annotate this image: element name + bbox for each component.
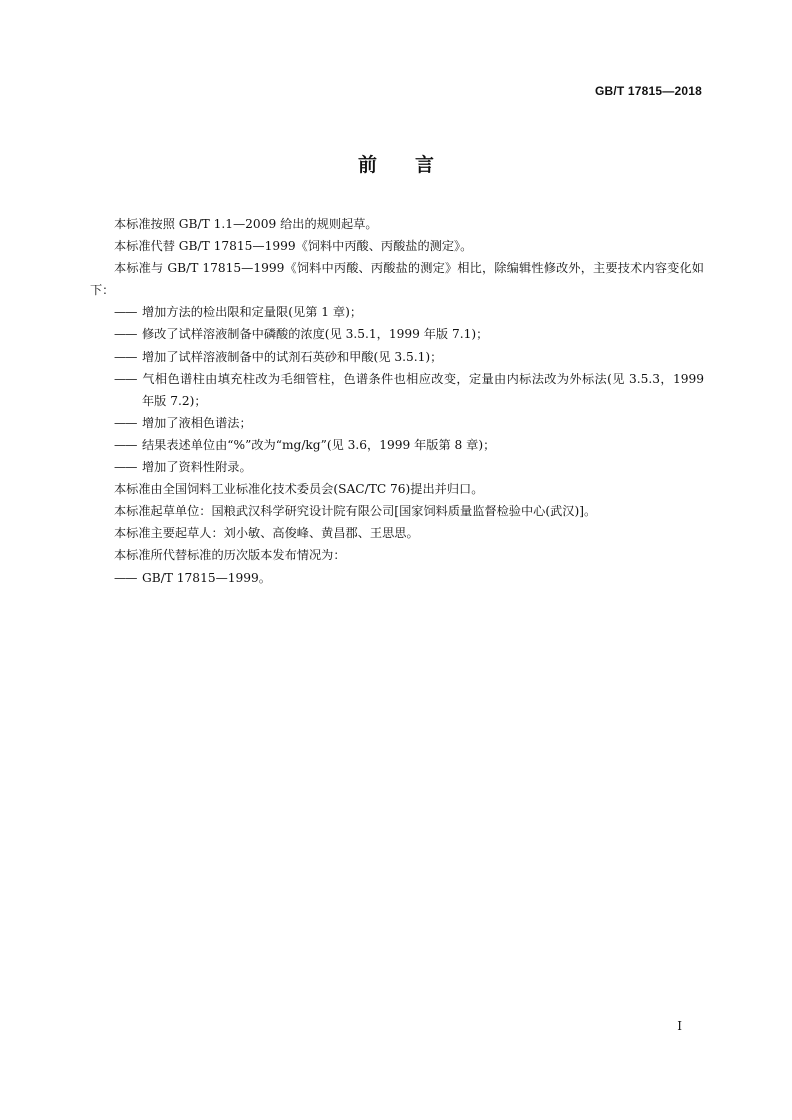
change-item: [90, 412, 704, 434]
change-item: [90, 456, 704, 478]
standard-code: GB/T 17815—2018: [594, 84, 702, 98]
change-item: [90, 323, 704, 345]
change-item-text: 修改了试样溶液制备中磷酸的浓度(见 3.5.1，1999 年版 7.1)；: [142, 327, 489, 342]
change-item: [90, 301, 704, 323]
page-title: [0, 150, 792, 177]
paragraph-replaces: 本标准代替 GB/T 17815—1999《饲料中丙酸、丙酸盐的测定》。: [114, 239, 473, 254]
dash-marker: ——: [114, 570, 137, 585]
paragraph-drafting-rules: 本标准按照 GB/T 1.1—2009 给出的规则起草。: [114, 217, 378, 231]
title-char-2: 言: [415, 154, 435, 176]
change-item: [90, 368, 704, 412]
change-item: [90, 346, 704, 368]
change-item-text: 结果表述单位由“%”改为“mg/kg”(见 3.6，1999 年版第 8 章)；: [142, 437, 496, 452]
paragraph-proposed-by: 本标准由全国饲料工业标准化技术委员会(SAC/TC 76)提出并归口。: [114, 482, 484, 497]
change-item-text: 增加了试样溶液制备中的试剂石英砂和甲酸(见 3.5.1)；: [142, 349, 443, 364]
change-item-text: 增加了液相色谱法；: [142, 415, 252, 430]
paragraph-drafting-org: 本标准起草单位：国粮武汉科学研究设计院有限公司[国家饲料质量监督检验中心(武汉)]。: [114, 504, 597, 519]
dash-marker: ——: [114, 371, 137, 386]
foreword-body: [90, 213, 704, 589]
dash-marker: ——: [114, 460, 137, 475]
change-item-text: 增加方法的检出限和定量限(见第 1 章)；: [142, 305, 363, 320]
change-item-text: 气相色谱柱由填充柱改为毛细管柱，色谱条件也相应改变，定量由内标法改为外标法(见 3.5.3，1999 年版 7.2)；: [142, 371, 704, 408]
dash-marker: ——: [114, 349, 137, 364]
change-item-text: 增加了资料性附录。: [142, 460, 252, 475]
history-item: [90, 567, 704, 589]
paragraph-drafters: 本标准主要起草人：刘小敏、高俊峰、黄昌郡、王思思。: [114, 526, 419, 541]
dash-marker: ——: [114, 437, 137, 452]
dash-marker: ——: [114, 415, 137, 430]
page-number: I: [677, 1019, 682, 1033]
paragraph-changes-intro: 本标准与 GB/T 17815—1999《饲料中丙酸、丙酸盐的测定》相比，除编辑性修改外，主要技术内容变化如下：: [90, 261, 704, 298]
title-char-1: 前: [357, 154, 377, 176]
dash-marker: ——: [114, 327, 137, 342]
change-item: [90, 434, 704, 456]
history-item-text: GB/T 17815—1999。: [142, 570, 271, 585]
dash-marker: ——: [114, 305, 137, 320]
paragraph-history-intro: 本标准所代替标准的历次版本发布情况为：: [114, 548, 346, 563]
